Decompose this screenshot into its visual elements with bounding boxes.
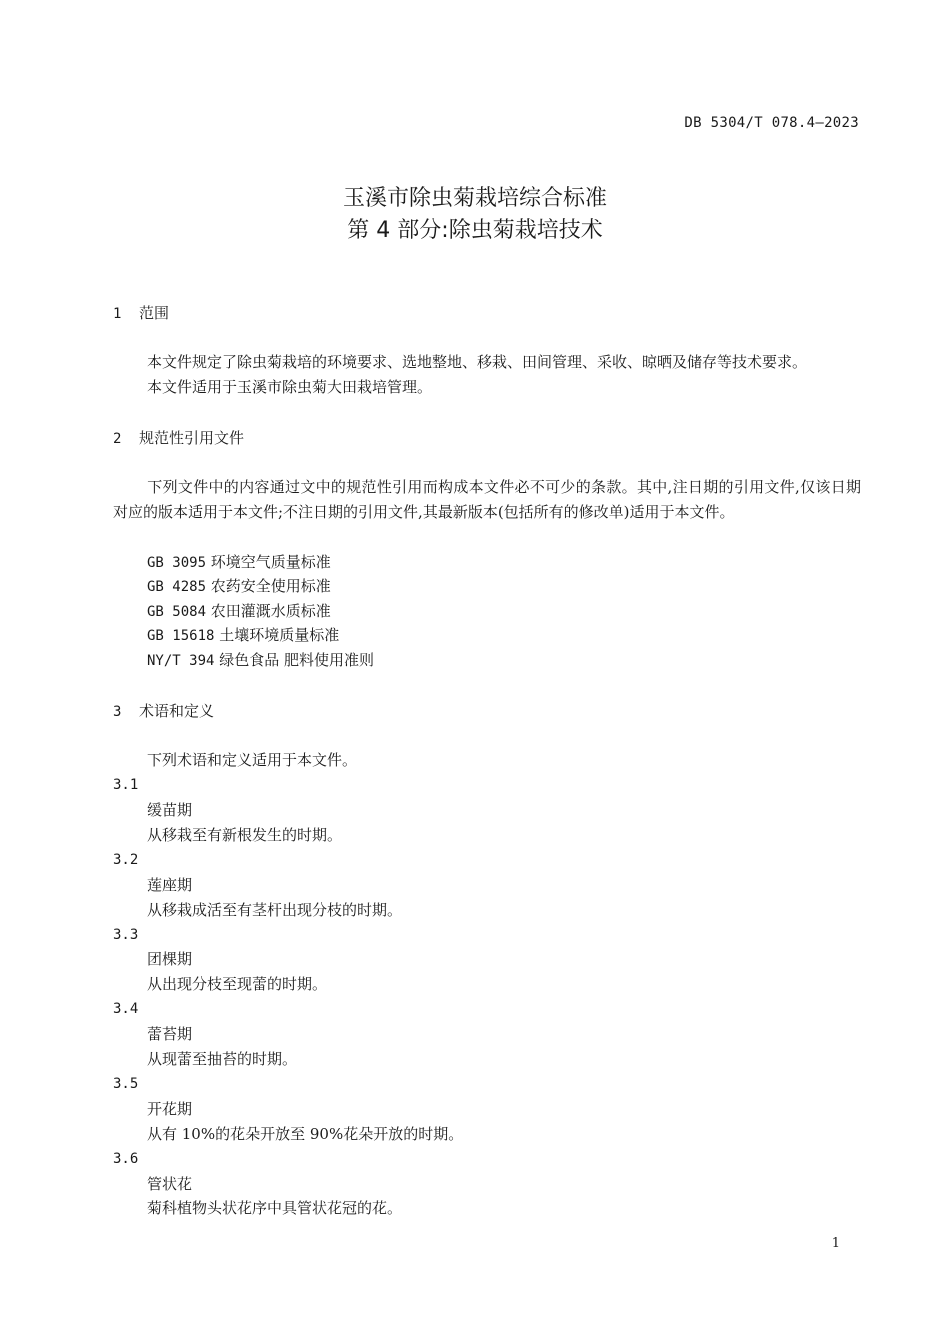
term-number: 3.2 [113,852,139,868]
reference-item [147,649,374,672]
term-number: 3.1 [113,777,139,793]
term-definition: 从出现分枝至现蕾的时期。 [147,975,328,993]
document-code: DB 5304/T 078.4—2023 [684,115,859,131]
reference-title: 绿色食品 肥料使用准则 [219,651,374,669]
term-name: 管状花 [147,1175,193,1193]
reference-code: GB 5084 [147,604,207,620]
term-definition: 从现蕾至抽苔的时期。 [147,1050,298,1068]
paragraph: 本文件规定了除虫菊栽培的环境要求、选地整地、移栽、田间管理、采收、晾晒及储存等技术要求。 [147,353,808,371]
term-name: 开花期 [147,1100,193,1118]
term-name: 莲座期 [147,876,193,894]
term-name: 团棵期 [147,950,193,968]
reference-title: 土壤环境质量标准 [219,626,340,644]
section-title: 规范性引用文件 [139,429,245,447]
reference-code: GB 3095 [147,555,207,571]
reference-code: GB 4285 [147,579,207,595]
term-number: 3.5 [113,1076,139,1092]
section-heading-terms-definitions [113,700,214,723]
term-definition: 从移栽成活至有茎杆出现分枝的时期。 [147,901,403,919]
reference-item [147,551,331,574]
reference-code: GB 15618 [147,628,215,644]
paragraph-text: 下列文件中的内容通过文中的规范性引用而构成本文件必不可少的条款。其中,注日期的引用文件,仅该日期对应的版本适用于本文件;不注日期的引用文件,其最新版本(包括所有的修改单)适用于本文件。 [113,478,861,521]
term-number: 3.3 [113,927,139,943]
term-name: 缓苗期 [147,801,193,819]
section-number: 2 [113,431,122,447]
section-heading-normative-references [113,427,244,450]
term-number: 3.6 [113,1151,139,1167]
section-title: 范围 [139,304,170,322]
paragraph: 本文件适用于玉溪市除虫菊大田栽培管理。 [147,378,433,396]
term-definition: 从移栽至有新根发生的时期。 [147,826,343,844]
term-number: 3.4 [113,1001,139,1017]
document-title: 玉溪市除虫菊栽培综合标准 [342,186,607,211]
paragraph [113,475,861,525]
term-name: 蕾苔期 [147,1025,193,1043]
document-subtitle: 第 4 部分:除虫菊栽培技术 [347,218,603,243]
section-title: 术语和定义 [139,702,215,720]
reference-item [147,600,331,623]
section-number: 1 [113,306,122,322]
page-number: 1 [831,1236,840,1251]
reference-item [147,575,331,598]
reference-title: 环境空气质量标准 [210,553,331,571]
term-definition: 菊科植物头状花序中具管状花冠的花。 [147,1199,403,1217]
terms-lead: 下列术语和定义适用于本文件。 [147,751,358,769]
reference-title: 农药安全使用标准 [210,577,331,595]
term-definition: 从有 10%的花朵开放至 90%花朵开放的时期。 [147,1125,464,1143]
section-number: 3 [113,704,122,720]
reference-code: NY/T 394 [147,653,215,669]
section-heading-scope [113,302,169,325]
reference-item [147,624,339,647]
reference-title: 农田灌溉水质标准 [210,602,331,620]
